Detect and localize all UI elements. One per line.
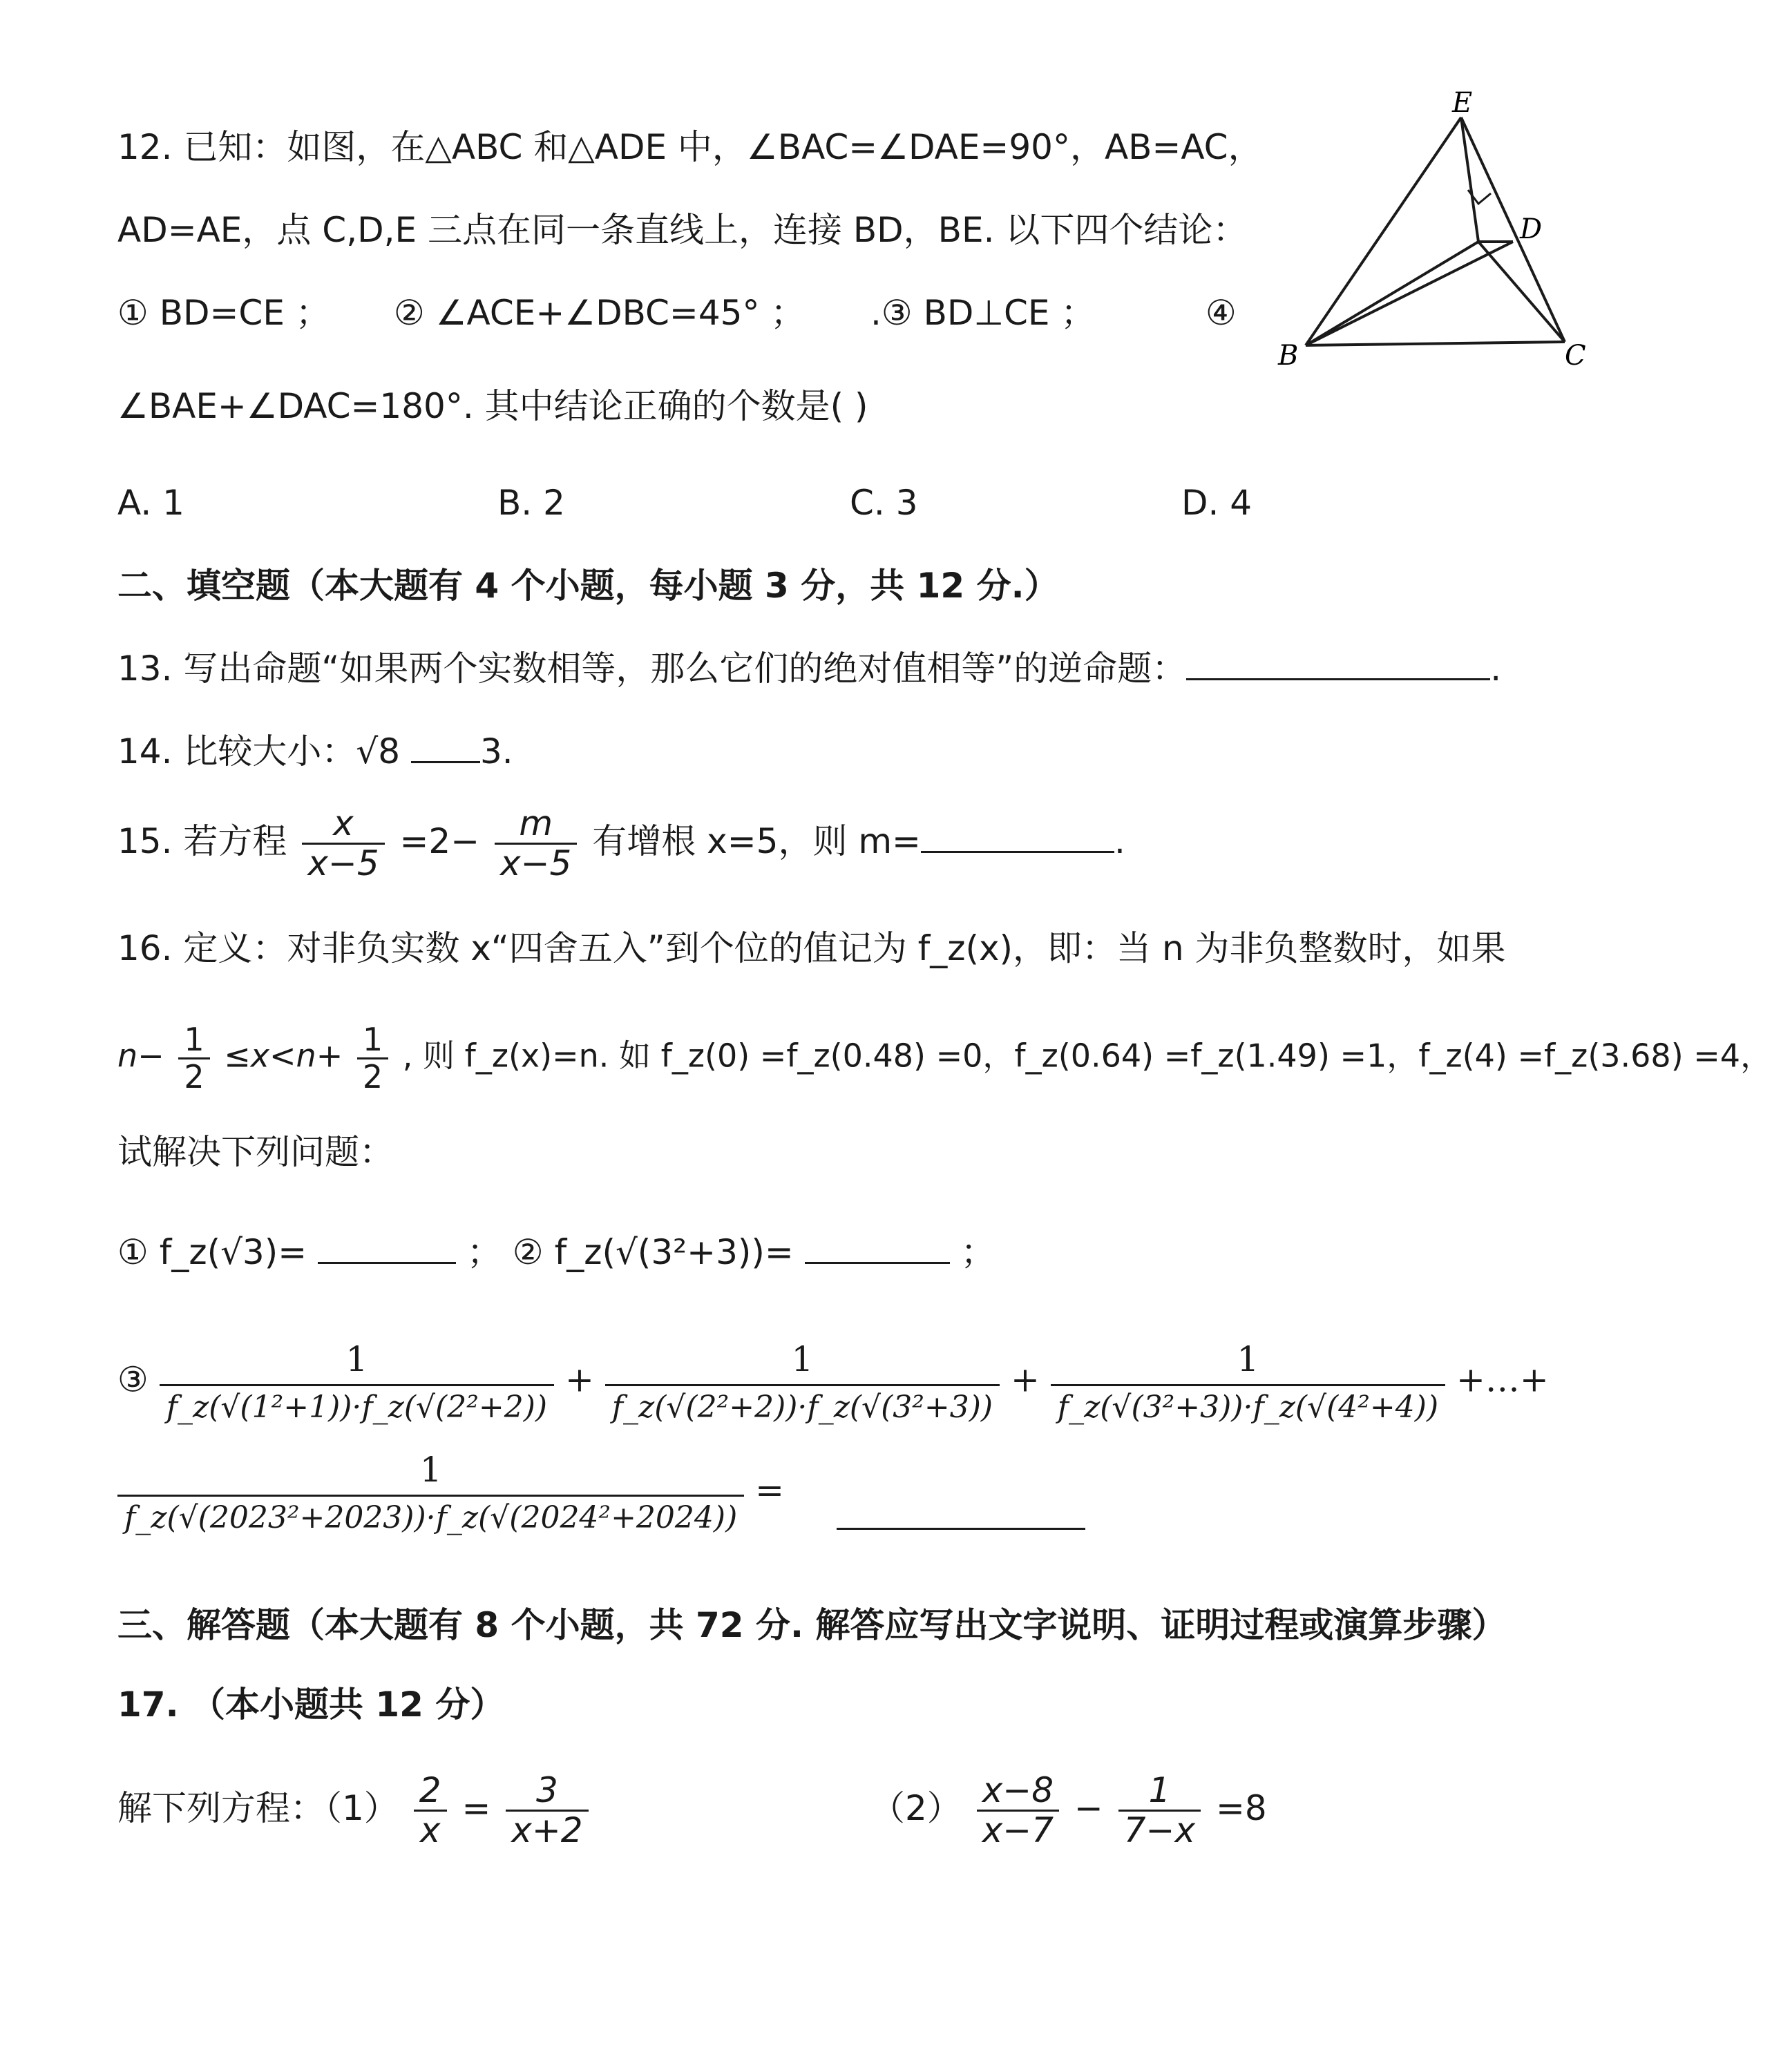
q12-conclusion-3: .③ BD⊥CE ； [870,293,1096,333]
q12-conclusion-2: ② ∠ACE+∠DBC=45° ； [394,293,806,333]
label-c: C [1565,340,1586,372]
q16-plus-1: + [564,1359,594,1400]
q16-plus-2: + [1010,1359,1040,1400]
q16-line3: 试解决下列问题： [117,1132,394,1172]
q16-line1: 16. 定义：对非负实数 x“四舍五入”到个位的值记为 f_z(x)，即：当 n 为非负整数时，如果 [117,928,1506,968]
q15-frac-1: $\frac{x}{x-5}$ [302,805,384,883]
q17-title: 17. （本小题共 12 分） [117,1685,505,1725]
q17-e2-b: $\frac{1}{7-x}$ [1118,1772,1201,1850]
q15-suffix: 有增根 x=5，则 m= [592,821,921,861]
q16-line2 [117,1022,1772,1094]
q16-part3-mark: ③ [117,1359,149,1400]
q16-part2-end: ； [960,1232,995,1272]
q17-prompt: 解下列方程：（1） [117,1788,399,1828]
q14 [117,732,513,772]
q16-part3-blank[interactable] [837,1500,1085,1530]
label-d: D [1520,213,1543,245]
q17-e1-eq: = [461,1788,491,1828]
q17-e1-left: $\frac{2}{x}$ [414,1772,447,1850]
q16-part1: ① f_z(√3)= [117,1232,307,1272]
q12-line4: ∠BAE+∠DAC=180°. 其中结论正确的个数是( ) [117,386,868,426]
label-e: E [1452,87,1473,119]
edge-be [1306,117,1461,345]
q16-part1-end: ； [466,1232,502,1272]
q15-frac-2: $\frac{m}{x-5}$ [495,805,577,883]
q16-part1-blank[interactable] [318,1234,456,1264]
q15-answer-blank[interactable] [921,823,1114,853]
edge-ab [1306,242,1478,345]
q17-eq1 [117,1772,593,1850]
q13-text: 13. 写出命题“如果两个实数相等，那么它们的绝对值相等”的逆命题： [117,649,1187,689]
q16-half-1: $\frac{1}{2}$ [178,1022,209,1094]
q16-parts [117,1233,995,1273]
edge-ac [1478,242,1565,342]
q17-e1-right: $\frac{3}{x+2}$ [506,1772,588,1850]
q16-dots: +…+ [1456,1359,1549,1400]
section3-title: 三、解答题（本大题有 8 个小题，共 72 分. 解答应写出文字说明、证明过程或演算步骤） [117,1605,1507,1645]
q16-term-1: $\frac{1}{\text{f\_z(√(1²+1))·f\_z(√(2²+2))}}$ [160,1340,554,1425]
q16-eq: = [755,1470,785,1510]
q16-part3-row1 [117,1340,1549,1425]
q16-part2-blank[interactable] [805,1234,950,1264]
q12-figure [1271,87,1589,372]
q17-e2-a: $\frac{x-8}{x-7}$ [977,1772,1059,1850]
q16-half-2: $\frac{1}{2}$ [357,1022,388,1094]
q16-line2-b: ≤x<n+ [224,1037,343,1075]
q12-option-a: A. 1 [117,483,184,523]
q13-end: . [1490,649,1502,689]
q13 [117,649,1501,689]
q15-mid: =2− [399,821,480,861]
q12-conclusion-4-mark: ④ [1206,293,1237,333]
edge-bc [1306,342,1565,345]
q17-part2: （2） [870,1788,962,1828]
q12-line1: 12. 已知：如图，在△ABC 和△ADE 中，∠BAC=∠DAE=90°，AB=AC， [117,127,1263,167]
q14-text: 14. 比较大小：√8 [117,731,401,771]
q13-answer-blank[interactable] [1186,651,1490,680]
q16-term-last: $\frac{1}{\text{f\_z(√(2023²+2023))·f\_z(√(2024²+2024))}}$ [117,1450,744,1535]
q14-answer-blank[interactable] [411,733,480,763]
q17-eq2 [870,1772,1267,1850]
q16-part3-row2 [117,1450,1085,1535]
q16-line2-c: , 则 f_z(x)=n. 如 f_z(0) =f_z(0.48) =0，f_z(0.64) =f_z(1.49) =1，f_z(4) =f_z(3.68) =4， [402,1037,1772,1075]
q15-end: . [1114,821,1125,861]
q17-e2-eq: =8 [1215,1788,1267,1828]
q12-option-c: C. 3 [850,483,918,523]
q15-prefix: 15. 若方程 [117,821,287,861]
q15 [117,805,1125,883]
q12-option-d: D. 4 [1181,483,1252,523]
q12-conclusion-1: ① BD=CE ； [117,293,330,333]
q16-part2: ② f_z(√(3²+3))= [512,1232,794,1272]
q16-term-2: $\frac{1}{\text{f\_z(√(2²+2))·f\_z(√(3²+3))}}$ [605,1340,1000,1425]
q17-e2-minus: − [1074,1788,1103,1828]
q12-option-b: B. 2 [497,483,565,523]
q16-term-3: $\frac{1}{\text{f\_z(√(3²+3))·f\_z(√(4²+4))}}$ [1051,1340,1445,1425]
q14-end: 3. [480,731,513,771]
edge-bd [1306,242,1513,345]
q12-line2: AD=AE，点 C,D,E 三点在同一条直线上，连接 BD，BE. 以下四个结论： [117,210,1248,250]
section2-title: 二、填空题（本大题有 4 个小题，每小题 3 分，共 12 分.） [117,566,1059,606]
label-b: B [1278,340,1299,372]
q16-line2-a: n− [117,1037,164,1075]
